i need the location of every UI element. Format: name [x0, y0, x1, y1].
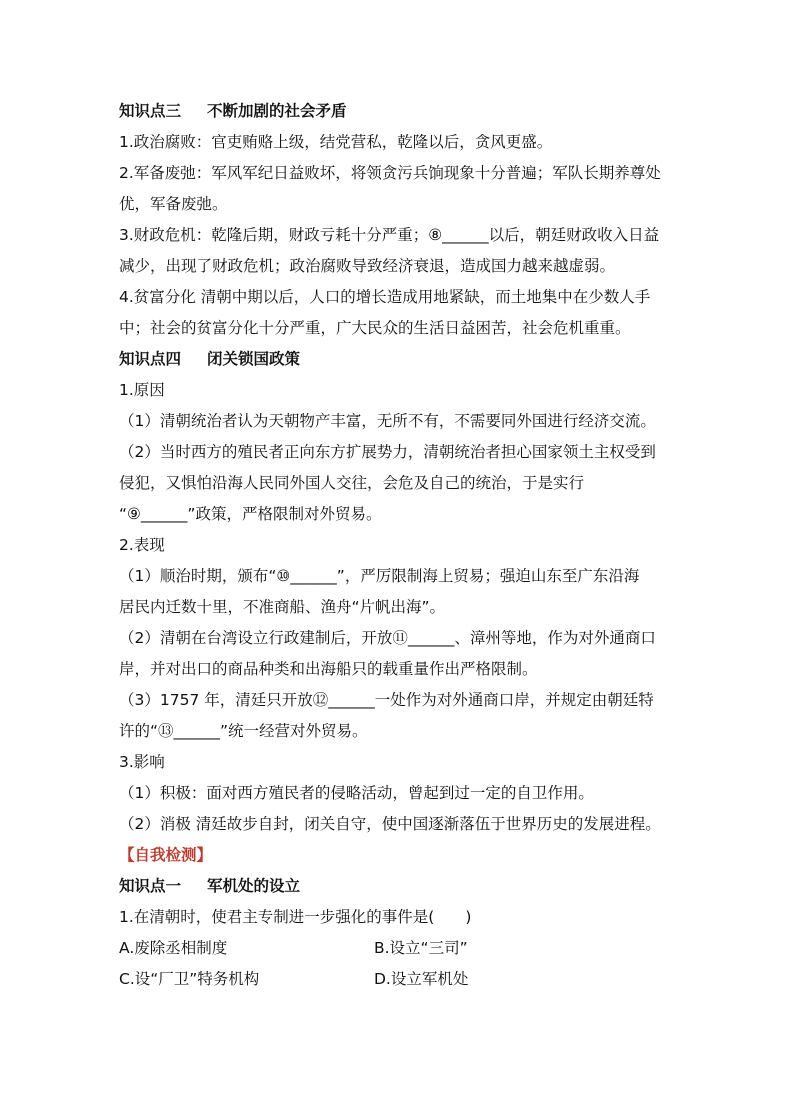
- kp4-line: （1）积极：面对西方殖民者的侵略活动，曾起到过一定的自卫作用。: [119, 784, 594, 802]
- section-label: 知识点三: [119, 102, 182, 120]
- document-page: [119, 96, 679, 995]
- kp4-line: （1）清朝统治者认为天朝物产丰富，无所不有，不需要同外国进行经济交流。: [119, 412, 656, 430]
- kp4-line: （2）当时西方的殖民者正向东方扩展势力，清朝统治者担心国家领土主权受到: [119, 443, 656, 461]
- kp4-line: 许的“⑬______”统一经营对外贸易。: [119, 722, 368, 740]
- option-row: [119, 964, 679, 995]
- kp3-item-1: 1.政治腐败：官吏贿赂上级，结党营私，乾隆以后，贪风更盛。: [119, 133, 553, 151]
- kp4-line: 岸，并对出口的商品种类和出海船只的载重量作出严格限制。: [119, 660, 538, 678]
- option-a: A.废除丞相制度: [119, 939, 228, 957]
- kp4-line: “⑨______”政策，严格限制对外贸易。: [119, 505, 382, 523]
- kp4-line: （1）顺治时期，颁布“⑩______”，严厉限制海上贸易；强迫山东至广东沿海: [119, 567, 640, 585]
- option-d: D.设立军机处: [374, 970, 469, 988]
- section-label: 知识点四: [119, 350, 182, 368]
- kp3-item-3: 3.财政危机：乾隆后期，财政亏耗十分严重；⑧______以后，朝廷财政收入日益: [119, 226, 660, 244]
- section-heading-kp3: [119, 96, 679, 127]
- kp3-item-4: 4.贫富分化 清朝中期以后，人口的增长造成用地紧缺，而土地集中在少数人手: [119, 288, 651, 306]
- section-title: 闭关锁国政策: [207, 350, 301, 368]
- kp3-item-2: 2.军备废弛：军风军纪日益败坏，将领贪污兵饷现象十分普遍；军队长期养尊处: [119, 164, 661, 182]
- kp4-line: （3）1757 年，清廷只开放⑫______一处作为对外通商口岸，并规定由朝廷特: [119, 691, 654, 709]
- kp4-line: 3.影响: [119, 753, 165, 771]
- option-row: [119, 933, 679, 964]
- section-heading-kp4: [119, 344, 679, 375]
- kp3-item-4-cont: 中；社会的贫富分化十分严重，广大民众的生活日益困苦，社会危机重重。: [119, 319, 631, 337]
- kp4-line: 居民内迁数十里，不准商船、渔舟“片帆出海”。: [119, 598, 446, 616]
- kp4-line: （2）清朝在台湾设立行政建制后，开放⑪______、漳州等地，作为对外通商口: [119, 629, 656, 647]
- kp3-item-3-cont: 减少，出现了财政危机；政治腐败导致经济衰退，造成国力越来越虚弱。: [119, 257, 616, 275]
- section-heading-kp1: [119, 871, 679, 902]
- kp4-line: 侵犯，又惧怕沿海人民同外国人交往，会危及自己的统治，于是实行: [119, 474, 585, 492]
- section-label: 知识点一: [119, 877, 182, 895]
- option-b: B.设立“三司”: [374, 939, 468, 957]
- option-c: C.设“厂卫”特务机构: [119, 970, 260, 988]
- self-check-heading: 【自我检测】: [119, 846, 213, 864]
- section-title: 不断加剧的社会矛盾: [207, 102, 347, 120]
- kp3-item-2-cont: 优，军备废弛。: [119, 195, 228, 213]
- kp4-line: 2.表现: [119, 536, 165, 554]
- kp4-line: 1.原因: [119, 381, 165, 399]
- section-title: 军机处的设立: [207, 877, 301, 895]
- question-stem: 1.在清朝时，使君主专制进一步强化的事件是( ): [119, 908, 472, 926]
- kp4-line: （2）消极 清廷故步自封，闭关自守，使中国逐渐落伍于世界历史的发展进程。: [119, 815, 661, 833]
